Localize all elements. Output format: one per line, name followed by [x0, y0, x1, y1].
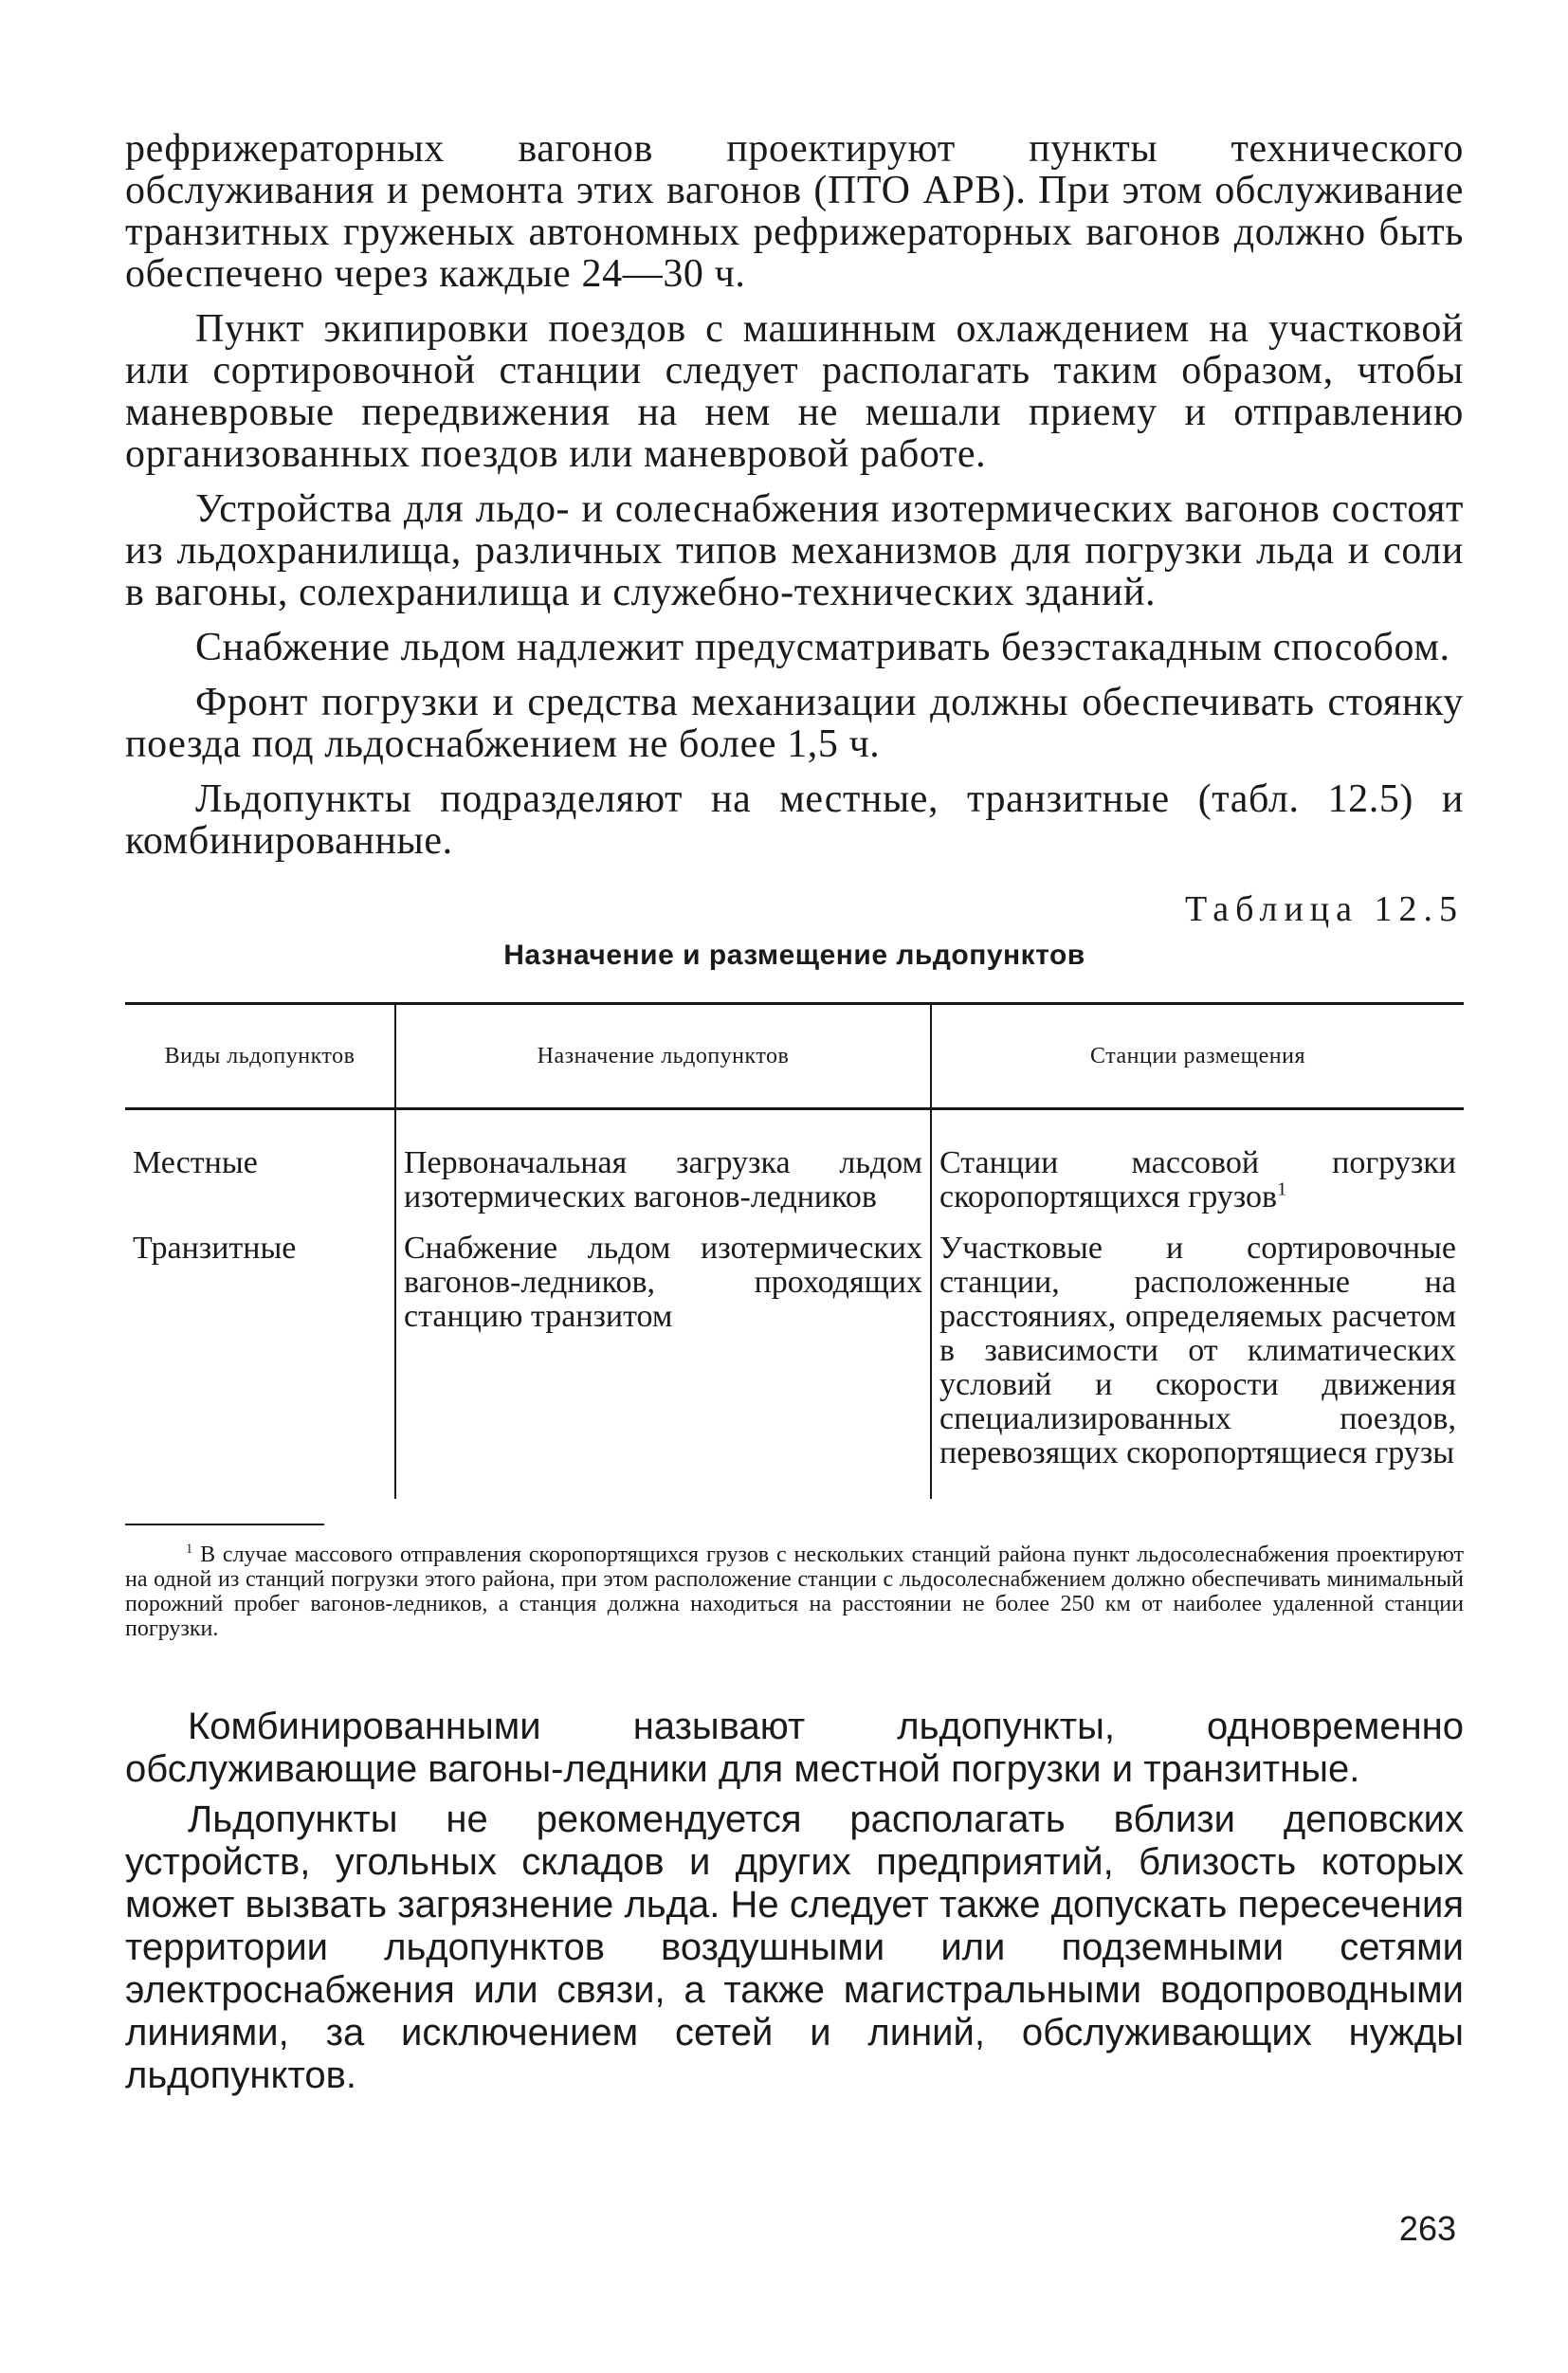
paragraph-location-restrictions: Льдопункты не рекомендуется располагать вблизи деповских устройств, угольных складов и других предприятий, близость которых может вызвать загрязнение льда. Не следует также допускать пересечения территории льдопунктов воздушными или подземными сетями электроснабжения или связи, а также магистральными водопроводными линиями, за исключением сетей и линий, обслуживающих нужды льдопунктов. [125, 1798, 1464, 2096]
footnote-mark: 1 [186, 1542, 193, 1557]
cell-stations-text: Станции массовой погрузки скоропортящихся грузов [939, 1145, 1456, 1214]
ice-points-table [125, 1002, 1464, 1499]
paragraph-ice-salt-supply: Устройства для льдо- и солеснабжения изотермических вагонов состоят из льдохранилища, различных типов механизмов для погрузки льда и соли в вагоны, солехранилища и служебно-технических зданий. [125, 487, 1464, 614]
table-title: Назначение и размещение льдопунктов [503, 940, 1085, 971]
cell-type: Местные [133, 1145, 258, 1180]
table-header-row [125, 1004, 1464, 1109]
cell-stations [931, 1109, 1464, 1232]
page-number: 263 [1398, 2209, 1456, 2248]
header-purpose: Назначение льдопунктов [395, 1004, 931, 1109]
table-caption: Таблица 12.5 [1184, 889, 1464, 929]
footnote [125, 1542, 1464, 1641]
paragraph-combined: Комбинированными называют льдопункты, одновременно обслуживающие вагоны-ледники для местной погрузки и транзитные. [125, 1706, 1464, 1790]
paragraph-ice-method: Снабжение льдом надлежит предусматривать безэстакадным способом. [195, 626, 1450, 669]
cell-stations: Участковые и сортировочные станции, расположенные на расстояниях, определяемых расчетом в зависимости от климатических условий и скорости движения специализированных поездов, перевозящих скоропортящиеся грузы [931, 1232, 1464, 1499]
table-row [125, 1232, 1464, 1499]
header-types: Виды льдопунктов [125, 1004, 395, 1109]
cell-purpose: Первоначальная загрузка льдом изотермических вагонов-ледников [395, 1109, 931, 1232]
footnote-divider [125, 1524, 324, 1525]
paragraph-servicing-point: Пункт экипировки поездов с машинным охлаждением на участковой или сортировочной станции следует располагать таким образом, чтобы маневровые передвижения на нем не мешали приему и отправлению организованных поездов или маневровой работе. [125, 307, 1464, 476]
table-row [125, 1109, 1464, 1232]
cell-purpose: Снабжение льдом изотермических вагонов-ледников, проходящих станцию транзитом [395, 1232, 931, 1499]
header-stations: Станции размещения [931, 1004, 1464, 1109]
cell-type: Транзитные [133, 1231, 297, 1266]
page-content [125, 128, 1464, 2105]
footnote-text: В случае массового отправления скоропортящихся грузов с нескольких станций района пункт льдосолеснабжения проектируют на одной из станций погрузки этого района, при этом расположение станции с льдосолеснабжением должно обеспечивать минимальный порожний пробег вагонов-ледников, а станция должна находиться на расстоянии не более 250 км от наиболее удаленной станции погрузки. [125, 1542, 1465, 1641]
footnote-ref: 1 [1277, 1178, 1287, 1200]
paragraph-pto-arv: рефрижераторных вагонов проектируют пункты технического обслуживания и ремонта этих вагонов (ПТО АРВ). При этом обслуживание транзитных груженых автономных рефрижераторных вагонов должно быть обеспечено через каждые 24—30 ч. [125, 127, 1464, 296]
paragraph-ice-point-types: Льдопункты подразделяют на местные, транзитные (табл. 12.5) и комбинированные. [125, 777, 1464, 863]
paragraph-loading-front: Фронт погрузки и средства механизации должны обеспечивать стоянку поезда под льдоснабжением не более 1,5 ч. [125, 681, 1464, 766]
